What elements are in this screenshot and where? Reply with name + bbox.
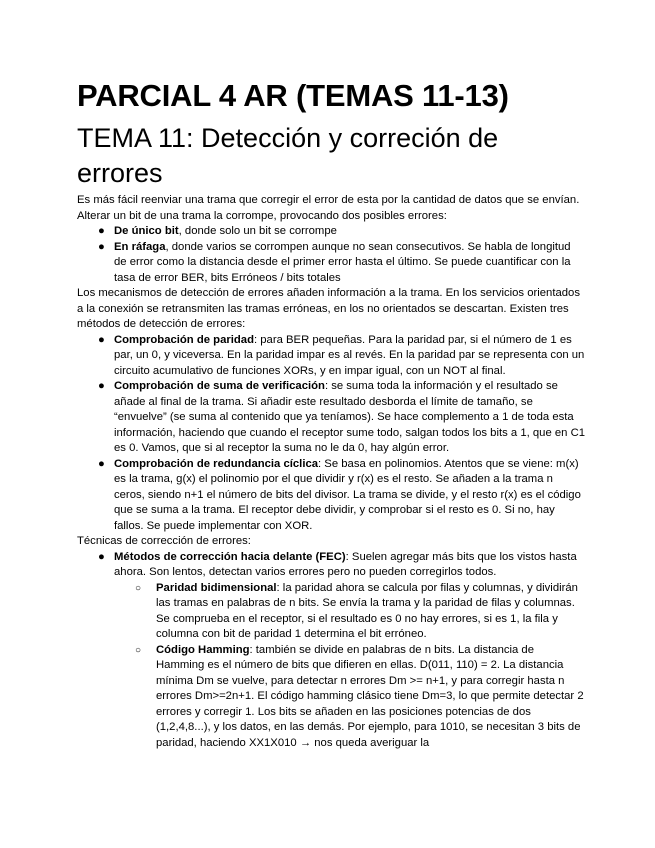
list-item [77,333,585,380]
item-text: : también se divide en palabras de n bits. La distancia de Hamming es el número de bits que difieren en ellas. D(011, 110) = 2. La distancia mínima Dm se vuelve, para detectar n errores Dm >= n+1, y para corregir hasta n errores Dm>=2n+1. El código hamming clásico tiene Dm=3, lo que permite detectar 2 errores y corregir 1. Los bits se añaden en las posiciones potencias de dos (1,2,4,8...), y los datos, en las demás. Por ejemplo, para 1010, se necesitan 3 bits de paridad, haciendo XX1X010 → nos queda averiguar la [156,643,584,749]
mechanisms-paragraph: Los mecanismos de detección de errores añaden información a la trama. En los servicios orientados a la conexión se retransmiten las tramas erróneas, en los no orientados se descartan. Existen tres métodos de detección de errores: [77,287,580,330]
bullet-icon: ● [98,225,105,237]
bullet-icon: ● [98,240,105,253]
bullet-icon: ● [98,457,105,470]
list-item [77,457,585,535]
list-item [77,240,585,287]
list-item [77,581,585,643]
item-text: , donde solo un bit se corrompe [178,225,337,237]
item-text: : Suelen agregar más bits que los vistos hasta ahora. Son lentos, detectan varios errores pero no pueden corregirlos todos. [114,550,577,578]
document-title: PARCIAL 4 AR (TEMAS 11-13) [77,78,509,113]
list-item [77,379,585,457]
intro-paragraph: Es más fácil reenviar una trama que corregir el error de esta por la cantidad de datos que se envían. Alterar un bit de una trama la corrompe, provocando dos posibles errores: [77,194,580,222]
list-item [77,550,585,581]
document-body [77,193,585,751]
item-term: Métodos de corrección hacia delante (FEC) [114,550,346,563]
item-text: , donde varios se corrompen aunque no sean consecutivos. Se habla de longitud de error como la distancia desde el primer error hasta el último. Se puede cuantificar con la tasa de error BER, bits Erróneos / bits totales [114,240,571,284]
bullet-icon: ● [98,380,105,392]
hollow-bullet-icon: ○ [135,582,142,594]
item-text: : la paridad ahora se calcula por filas y columnas, y dividirán las tramas en palabras de n bits. Se envía la trama y la paridad de filas y columnas. Se comprueba en el receptor, si el resultado es 0 no hay errores, si es 1, la fila y columna con bit de paridad 1 determina el bit erróneo. [156,581,578,640]
item-text: : para BER pequeñas. Para la paridad par, si el número de 1 es par, un 0, y viceversa. En la paridad impar es al revés. En la paridad par se representa con un circuito acumulativo de funciones XORs, y en impar igual, con un NOT al final. [114,333,585,377]
detection-methods-list [77,333,585,535]
item-term: Paridad bidimensional [156,581,277,594]
item-term: Código Hamming [156,643,250,656]
item-text: : se suma toda la información y el resultado se añade al final de la trama. Si añadir este resultado desborda el límite de tamaño, se “envuelve” (se suma al contenido que ya teníamos). Se hace complemento a 1 de toda esta información, haciendo que cuando el receptor sume todo, salgan todos los bits a 1, que en C1 es 0. Vamos, que si al receptor la suma no le da 0, hay algún error. [114,380,586,454]
list-item [77,643,585,752]
item-term: Comprobación de redundancia cíclica [114,457,319,470]
correction-paragraph: Técnicas de corrección de errores: [77,535,251,547]
item-term: De único bit [114,225,179,237]
correction-methods-list [77,550,585,581]
item-term: Comprobación de suma de verificación [114,380,325,392]
item-term: En ráfaga [114,240,166,253]
item-term: Comprobación de paridad [114,333,254,346]
section-heading: TEMA 11: Detección y correción de errores [77,123,499,188]
hollow-bullet-icon: ○ [135,644,142,656]
list-item [77,224,585,240]
bullet-icon: ● [98,333,105,346]
error-types-list [77,224,585,286]
fec-methods-list [77,581,585,752]
bullet-icon: ● [98,550,105,563]
item-text: : Se basa en polinomios. Atentos que se viene: m(x) es la trama, g(x) el polinomio por el que dividir y r(x) es el resto. Se añaden a la trama n ceros, siendo n+1 el número de bits del divisor. La trama se divide, y el resto r(x) es el código que se suma a la trama. El receptor debe dividir, y comprobar si el resto es 0. Si no, hay fallos. Se puede implementar con XOR. [114,457,581,532]
